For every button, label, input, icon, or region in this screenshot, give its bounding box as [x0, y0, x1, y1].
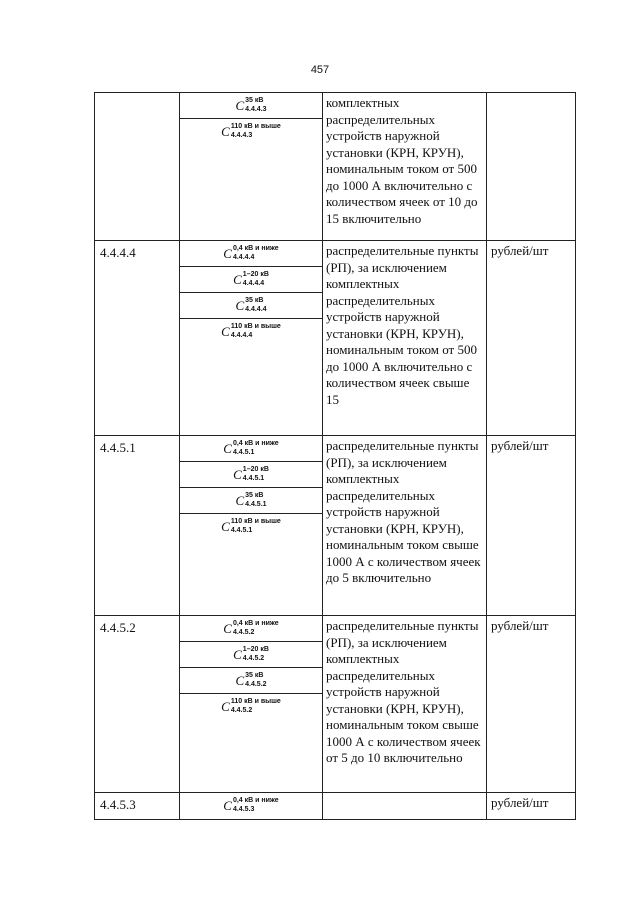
voltage-superscript: 110 кВ и выше — [230, 123, 281, 130]
symbol-indices — [245, 672, 266, 689]
symbol-indices — [243, 466, 269, 483]
code-subscript: 4.4.5.1 — [242, 475, 265, 482]
code-subscript: 4.4.5.1 — [230, 527, 253, 534]
rate-symbol — [180, 488, 322, 514]
voltage-superscript: 110 кВ и выше — [230, 518, 281, 525]
symbol-letter: C — [235, 672, 245, 688]
table-row — [95, 241, 576, 436]
symbol-letter: C — [235, 492, 245, 508]
code-subscript: 4.4.5.2 — [230, 707, 253, 714]
row-unit: рублей/шт — [487, 241, 576, 436]
rate-symbol — [180, 514, 322, 539]
code-subscript: 4.4.5.1 — [232, 449, 255, 456]
row-description: распределительные пункты (РП), за исключением комплектных распределительных устройств наружной установки (КРН, КРУН), номинальным током от 500 до 1000 А включительно с количеством ячеек свыше 15 — [323, 241, 487, 436]
row-unit: рублей/шт — [487, 616, 576, 793]
symbol-cell — [180, 793, 323, 820]
symbol-letter: C — [233, 646, 242, 662]
symbol-letter: C — [223, 440, 232, 456]
voltage-superscript: 35 кВ — [245, 492, 264, 499]
symbol-indices — [231, 698, 281, 715]
rate-symbol — [180, 642, 322, 668]
code-subscript: 4.4.5.1 — [245, 501, 267, 508]
voltage-superscript: 35 кВ — [245, 672, 264, 679]
code-subscript: 4.4.4.3 — [245, 106, 267, 113]
symbol-indices — [231, 518, 281, 535]
row-code: 4.4.5.1 — [95, 436, 180, 616]
symbol-indices — [243, 271, 269, 288]
voltage-superscript: 35 кВ — [245, 297, 264, 304]
rate-symbol — [180, 267, 322, 293]
code-subscript: 4.4.5.2 — [232, 629, 255, 636]
symbol-letter: C — [221, 518, 230, 534]
voltage-superscript: 1–20 кВ — [242, 466, 269, 473]
table-row — [95, 93, 576, 241]
rate-symbol — [180, 119, 322, 144]
rate-symbol — [180, 436, 322, 462]
symbol-letter: C — [233, 271, 242, 287]
row-code — [95, 93, 180, 241]
symbol-cell — [180, 241, 323, 436]
voltage-superscript: 110 кВ и выше — [230, 323, 281, 330]
rate-symbol — [180, 93, 322, 119]
symbol-letter: C — [235, 97, 245, 113]
rate-symbol — [180, 668, 322, 694]
rate-symbol — [180, 241, 322, 267]
row-description — [323, 793, 487, 820]
symbol-cell — [180, 436, 323, 616]
table-body — [95, 93, 576, 820]
rate-symbol — [180, 694, 322, 719]
table-row — [95, 436, 576, 616]
voltage-superscript: 110 кВ и выше — [230, 698, 281, 705]
symbol-indices — [245, 492, 266, 509]
voltage-superscript: 1–20 кВ — [242, 646, 269, 653]
voltage-superscript: 0,4 кВ и ниже — [232, 245, 279, 252]
row-code: 4.4.5.3 — [95, 793, 180, 820]
symbol-letter: C — [221, 323, 230, 339]
symbol-letter: C — [223, 245, 232, 261]
symbol-letter: C — [221, 123, 230, 139]
code-subscript: 4.4.5.2 — [242, 655, 265, 662]
code-subscript: 4.4.5.2 — [245, 681, 267, 688]
symbol-letter: C — [235, 297, 245, 313]
row-code: 4.4.4.4 — [95, 241, 180, 436]
code-subscript: 4.4.4.3 — [230, 132, 253, 139]
row-code: 4.4.5.2 — [95, 616, 180, 793]
symbol-cell — [180, 616, 323, 793]
row-description: комплектных распределительных устройств наружной установки (КРН, КРУН), номинальным током от 500 до 1000 А включительно с количеством ячеек от 10 до 15 включительно — [323, 93, 487, 241]
code-subscript: 4.4.4.4 — [245, 306, 267, 313]
code-subscript: 4.4.4.4 — [232, 254, 255, 261]
table-row — [95, 616, 576, 793]
table-row — [95, 793, 576, 820]
row-unit: рублей/шт — [487, 793, 576, 820]
symbol-letter: C — [221, 698, 230, 714]
rate-symbol — [180, 793, 322, 818]
code-subscript: 4.4.5.3 — [232, 806, 255, 813]
symbol-letter: C — [233, 466, 242, 482]
symbol-letter: C — [223, 620, 232, 636]
rate-symbol — [180, 616, 322, 642]
symbol-indices — [243, 646, 269, 663]
voltage-superscript: 0,4 кВ и ниже — [232, 797, 279, 804]
symbol-indices — [233, 440, 279, 457]
code-subscript: 4.4.4.4 — [242, 280, 265, 287]
page-number: 457 — [310, 64, 330, 76]
voltage-superscript: 0,4 кВ и ниже — [232, 620, 279, 627]
voltage-superscript: 0,4 кВ и ниже — [232, 440, 279, 447]
row-unit — [487, 93, 576, 241]
code-subscript: 4.4.4.4 — [230, 332, 253, 339]
symbol-indices — [245, 297, 266, 314]
row-unit: рублей/шт — [487, 436, 576, 616]
rate-symbol — [180, 462, 322, 488]
voltage-superscript: 1–20 кВ — [242, 271, 269, 278]
symbol-indices — [233, 245, 279, 262]
tariff-table — [94, 92, 576, 820]
symbol-indices — [245, 97, 266, 114]
row-description: распределительные пункты (РП), за исключением комплектных распределительных устройств наружной установки (КРН, КРУН), номинальным током свыше 1000 А с количеством ячеек от 5 до 10 включительно — [323, 616, 487, 793]
symbol-cell — [180, 93, 323, 241]
symbol-letter: C — [223, 797, 232, 813]
symbol-indices — [233, 620, 279, 637]
symbol-indices — [233, 797, 279, 814]
rate-symbol — [180, 319, 322, 344]
rate-symbol — [180, 293, 322, 319]
symbol-indices — [231, 323, 281, 340]
symbol-indices — [231, 123, 281, 140]
row-description: распределительные пункты (РП), за исключением комплектных распределительных устройств наружной установки (КРН, КРУН), номинальным током свыше 1000 А с количеством ячеек до 5 включительно — [323, 436, 487, 616]
voltage-superscript: 35 кВ — [245, 97, 264, 104]
